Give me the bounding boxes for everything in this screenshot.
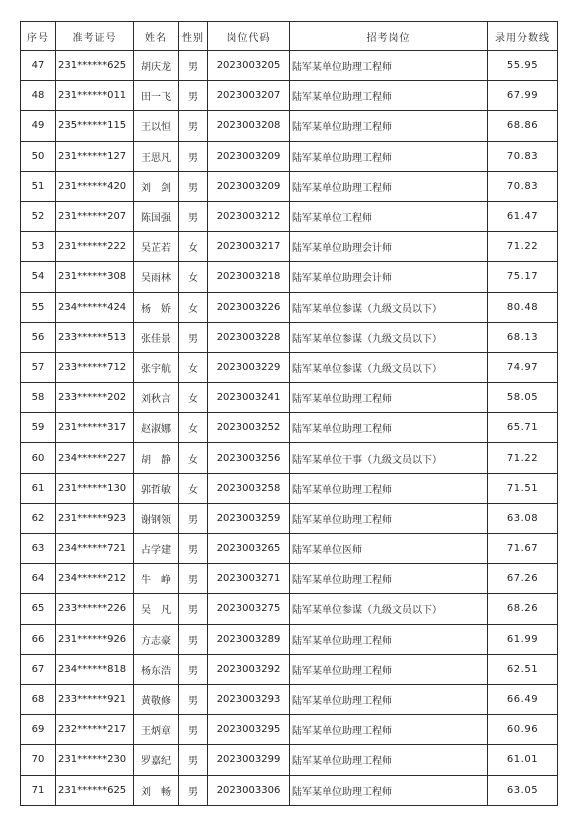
- cell-post: 陆军某单位参谋（九级文员以下）: [290, 322, 488, 352]
- cell-ticket-number: 233******202: [56, 383, 134, 413]
- table-row: [21, 473, 558, 503]
- cell-post-code: 2023003306: [208, 775, 290, 805]
- table-row: [21, 292, 558, 322]
- cell-gender: 男: [179, 171, 208, 201]
- cell-post: 陆军某单位助理工程师: [290, 473, 488, 503]
- cell-cutoff-score: 63.08: [488, 503, 558, 533]
- cell-cutoff-score: 70.83: [488, 171, 558, 201]
- cell-post-code: 2023003207: [208, 81, 290, 111]
- cell-gender: 男: [179, 81, 208, 111]
- cell-name: 张宇航: [134, 352, 179, 382]
- table-row: [21, 684, 558, 714]
- cell-name: 谢钢领: [134, 503, 179, 533]
- cell-post: 陆军某单位助理工程师: [290, 715, 488, 745]
- cell-serial-number: 53: [21, 232, 56, 262]
- cell-post: 陆军某单位助理会计师: [290, 262, 488, 292]
- cell-cutoff-score: 58.05: [488, 383, 558, 413]
- table-row: [21, 534, 558, 564]
- header-ticket-number: 准考证号: [56, 22, 134, 51]
- cell-name: 罗嘉纪: [134, 745, 179, 775]
- table-row: [21, 775, 558, 805]
- cell-ticket-number: 231******222: [56, 232, 134, 262]
- cell-post-code: 2023003209: [208, 171, 290, 201]
- cell-serial-number: 63: [21, 534, 56, 564]
- cell-post: 陆军某单位助理工程师: [290, 171, 488, 201]
- cell-gender: 女: [179, 383, 208, 413]
- table-row: [21, 413, 558, 443]
- cell-serial-number: 60: [21, 443, 56, 473]
- cell-gender: 男: [179, 775, 208, 805]
- cell-post-code: 2023003259: [208, 503, 290, 533]
- cell-ticket-number: 231******625: [56, 51, 134, 81]
- cell-name: 杨东浩: [134, 654, 179, 684]
- cell-name: 方志豪: [134, 624, 179, 654]
- cell-name: 赵淑娜: [134, 413, 179, 443]
- cell-post: 陆军某单位助理工程师: [290, 141, 488, 171]
- cell-ticket-number: 234******227: [56, 443, 134, 473]
- header-post: 招考岗位: [290, 22, 488, 51]
- cell-cutoff-score: 70.83: [488, 141, 558, 171]
- cell-gender: 男: [179, 715, 208, 745]
- cell-post: 陆军某单位助理工程师: [290, 503, 488, 533]
- cell-ticket-number: 233******712: [56, 352, 134, 382]
- cell-post: 陆军某单位工程师: [290, 201, 488, 231]
- table-row: [21, 654, 558, 684]
- table-row: [21, 443, 558, 473]
- cell-post-code: 2023003226: [208, 292, 290, 322]
- cell-name: 王思凡: [134, 141, 179, 171]
- cell-post: 陆军某单位参谋（九级文员以下）: [290, 594, 488, 624]
- cell-name: 刘秋言: [134, 383, 179, 413]
- cell-post-code: 2023003271: [208, 564, 290, 594]
- cell-post-code: 2023003218: [208, 262, 290, 292]
- cell-gender: 男: [179, 51, 208, 81]
- cell-ticket-number: 234******818: [56, 654, 134, 684]
- cell-cutoff-score: 74.97: [488, 352, 558, 382]
- cell-post-code: 2023003229: [208, 352, 290, 382]
- cell-ticket-number: 233******513: [56, 322, 134, 352]
- table-row: [21, 262, 558, 292]
- cell-serial-number: 52: [21, 201, 56, 231]
- cell-post: 陆军某单位参谋（九级文员以下）: [290, 292, 488, 322]
- table-row: [21, 141, 558, 171]
- cell-cutoff-score: 71.67: [488, 534, 558, 564]
- header-name: 姓名: [134, 22, 179, 51]
- cell-serial-number: 62: [21, 503, 56, 533]
- cell-gender: 男: [179, 141, 208, 171]
- cell-cutoff-score: 60.96: [488, 715, 558, 745]
- cell-cutoff-score: 71.51: [488, 473, 558, 503]
- cell-serial-number: 54: [21, 262, 56, 292]
- cell-post-code: 2023003299: [208, 745, 290, 775]
- cell-ticket-number: 231******207: [56, 201, 134, 231]
- cell-serial-number: 55: [21, 292, 56, 322]
- cell-cutoff-score: 68.26: [488, 594, 558, 624]
- table-row: [21, 594, 558, 624]
- cell-ticket-number: 231******625: [56, 775, 134, 805]
- header-serial-number: 序号: [21, 22, 56, 51]
- header-row: [21, 22, 558, 51]
- cell-ticket-number: 231******923: [56, 503, 134, 533]
- cell-name: 吴 凡: [134, 594, 179, 624]
- table-row: [21, 171, 558, 201]
- cell-cutoff-score: 65.71: [488, 413, 558, 443]
- cell-serial-number: 50: [21, 141, 56, 171]
- table-row: [21, 201, 558, 231]
- cell-ticket-number: 234******424: [56, 292, 134, 322]
- cell-post: 陆军某单位助理工程师: [290, 654, 488, 684]
- cell-post-code: 2023003289: [208, 624, 290, 654]
- table-row: [21, 81, 558, 111]
- header-gender: 性别: [179, 22, 208, 51]
- cell-post-code: 2023003265: [208, 534, 290, 564]
- cell-post: 陆军某单位助理会计师: [290, 232, 488, 262]
- cell-gender: 女: [179, 292, 208, 322]
- cell-gender: 女: [179, 352, 208, 382]
- cell-post: 陆军某单位医师: [290, 534, 488, 564]
- cell-cutoff-score: 71.22: [488, 443, 558, 473]
- cell-post: 陆军某单位助理工程师: [290, 51, 488, 81]
- cell-ticket-number: 231******926: [56, 624, 134, 654]
- cell-gender: 男: [179, 654, 208, 684]
- cell-post-code: 2023003217: [208, 232, 290, 262]
- cell-cutoff-score: 61.01: [488, 745, 558, 775]
- cell-serial-number: 48: [21, 81, 56, 111]
- cell-post-code: 2023003252: [208, 413, 290, 443]
- table-row: [21, 111, 558, 141]
- cell-gender: 男: [179, 594, 208, 624]
- cell-name: 黄敬修: [134, 684, 179, 714]
- cell-name: 牛 峥: [134, 564, 179, 594]
- table-row: [21, 715, 558, 745]
- cell-post: 陆军某单位干事（九级文员以下）: [290, 443, 488, 473]
- cell-cutoff-score: 66.49: [488, 684, 558, 714]
- cell-ticket-number: 233******226: [56, 594, 134, 624]
- table-row: [21, 503, 558, 533]
- cell-ticket-number: 231******317: [56, 413, 134, 443]
- table-body: [21, 51, 558, 806]
- cell-serial-number: 65: [21, 594, 56, 624]
- cell-post-code: 2023003293: [208, 684, 290, 714]
- cell-cutoff-score: 62.51: [488, 654, 558, 684]
- table-row: [21, 624, 558, 654]
- cell-post-code: 2023003241: [208, 383, 290, 413]
- cell-ticket-number: 231******230: [56, 745, 134, 775]
- cell-serial-number: 56: [21, 322, 56, 352]
- cell-gender: 女: [179, 473, 208, 503]
- cell-gender: 男: [179, 322, 208, 352]
- admission-score-table: [20, 21, 558, 806]
- cell-cutoff-score: 71.22: [488, 232, 558, 262]
- cell-serial-number: 61: [21, 473, 56, 503]
- cell-ticket-number: 231******011: [56, 81, 134, 111]
- cell-serial-number: 66: [21, 624, 56, 654]
- cell-post-code: 2023003292: [208, 654, 290, 684]
- cell-name: 张佳景: [134, 322, 179, 352]
- cell-ticket-number: 231******308: [56, 262, 134, 292]
- cell-name: 吴芷若: [134, 232, 179, 262]
- cell-gender: 女: [179, 232, 208, 262]
- cell-ticket-number: 235******115: [56, 111, 134, 141]
- cell-serial-number: 68: [21, 684, 56, 714]
- cell-post: 陆军某单位助理工程师: [290, 624, 488, 654]
- cell-post: 陆军某单位参谋（九级文员以下）: [290, 352, 488, 382]
- table-row: [21, 745, 558, 775]
- cell-cutoff-score: 61.47: [488, 201, 558, 231]
- cell-ticket-number: 231******420: [56, 171, 134, 201]
- cell-serial-number: 71: [21, 775, 56, 805]
- table-row: [21, 352, 558, 382]
- table-header: [21, 22, 558, 51]
- cell-ticket-number: 234******212: [56, 564, 134, 594]
- cell-post: 陆军某单位助理工程师: [290, 111, 488, 141]
- cell-gender: 女: [179, 443, 208, 473]
- cell-name: 刘 畅: [134, 775, 179, 805]
- cell-ticket-number: 231******130: [56, 473, 134, 503]
- cell-gender: 男: [179, 534, 208, 564]
- cell-post: 陆军某单位助理工程师: [290, 564, 488, 594]
- cell-gender: 女: [179, 262, 208, 292]
- cell-name: 刘 剑: [134, 171, 179, 201]
- cell-name: 王炳章: [134, 715, 179, 745]
- cell-post: 陆军某单位助理工程师: [290, 383, 488, 413]
- cell-cutoff-score: 55.95: [488, 51, 558, 81]
- cell-name: 郭哲敏: [134, 473, 179, 503]
- cell-serial-number: 64: [21, 564, 56, 594]
- cell-name: 田一飞: [134, 81, 179, 111]
- cell-serial-number: 51: [21, 171, 56, 201]
- cell-cutoff-score: 63.05: [488, 775, 558, 805]
- cell-serial-number: 58: [21, 383, 56, 413]
- cell-post: 陆军某单位助理工程师: [290, 81, 488, 111]
- cell-serial-number: 69: [21, 715, 56, 745]
- cell-gender: 男: [179, 111, 208, 141]
- cell-serial-number: 49: [21, 111, 56, 141]
- cell-serial-number: 57: [21, 352, 56, 382]
- cell-serial-number: 67: [21, 654, 56, 684]
- cell-name: 占学建: [134, 534, 179, 564]
- table-row: [21, 322, 558, 352]
- cell-name: 陈国强: [134, 201, 179, 231]
- cell-gender: 男: [179, 201, 208, 231]
- cell-post: 陆军某单位助理工程师: [290, 413, 488, 443]
- cell-name: 杨 娇: [134, 292, 179, 322]
- cell-post: 陆军某单位助理工程师: [290, 745, 488, 775]
- cell-gender: 男: [179, 503, 208, 533]
- cell-cutoff-score: 75.17: [488, 262, 558, 292]
- cell-cutoff-score: 68.13: [488, 322, 558, 352]
- cell-ticket-number: 232******217: [56, 715, 134, 745]
- cell-serial-number: 59: [21, 413, 56, 443]
- table-row: [21, 51, 558, 81]
- cell-cutoff-score: 67.99: [488, 81, 558, 111]
- cell-post-code: 2023003256: [208, 443, 290, 473]
- cell-gender: 女: [179, 413, 208, 443]
- cell-gender: 男: [179, 745, 208, 775]
- cell-post-code: 2023003205: [208, 51, 290, 81]
- cell-cutoff-score: 80.48: [488, 292, 558, 322]
- cell-name: 胡庆龙: [134, 51, 179, 81]
- cell-post: 陆军某单位助理工程师: [290, 775, 488, 805]
- cell-name: 吴雨林: [134, 262, 179, 292]
- cell-serial-number: 70: [21, 745, 56, 775]
- table-row: [21, 564, 558, 594]
- cell-post-code: 2023003295: [208, 715, 290, 745]
- cell-name: 胡 静: [134, 443, 179, 473]
- header-post-code: 岗位代码: [208, 22, 290, 51]
- table-row: [21, 383, 558, 413]
- cell-name: 王以恒: [134, 111, 179, 141]
- header-cutoff-score: 录用分数线: [488, 22, 558, 51]
- table-row: [21, 232, 558, 262]
- cell-post-code: 2023003212: [208, 201, 290, 231]
- cell-gender: 男: [179, 684, 208, 714]
- cell-ticket-number: 231******127: [56, 141, 134, 171]
- cell-post-code: 2023003209: [208, 141, 290, 171]
- cell-ticket-number: 234******721: [56, 534, 134, 564]
- cell-cutoff-score: 67.26: [488, 564, 558, 594]
- cell-post-code: 2023003258: [208, 473, 290, 503]
- cell-post-code: 2023003228: [208, 322, 290, 352]
- cell-serial-number: 47: [21, 51, 56, 81]
- cell-ticket-number: 233******921: [56, 684, 134, 714]
- cell-cutoff-score: 61.99: [488, 624, 558, 654]
- cell-post-code: 2023003208: [208, 111, 290, 141]
- cell-gender: 男: [179, 624, 208, 654]
- cell-gender: 男: [179, 564, 208, 594]
- cell-cutoff-score: 68.86: [488, 111, 558, 141]
- cell-post: 陆军某单位助理工程师: [290, 684, 488, 714]
- cell-post-code: 2023003275: [208, 594, 290, 624]
